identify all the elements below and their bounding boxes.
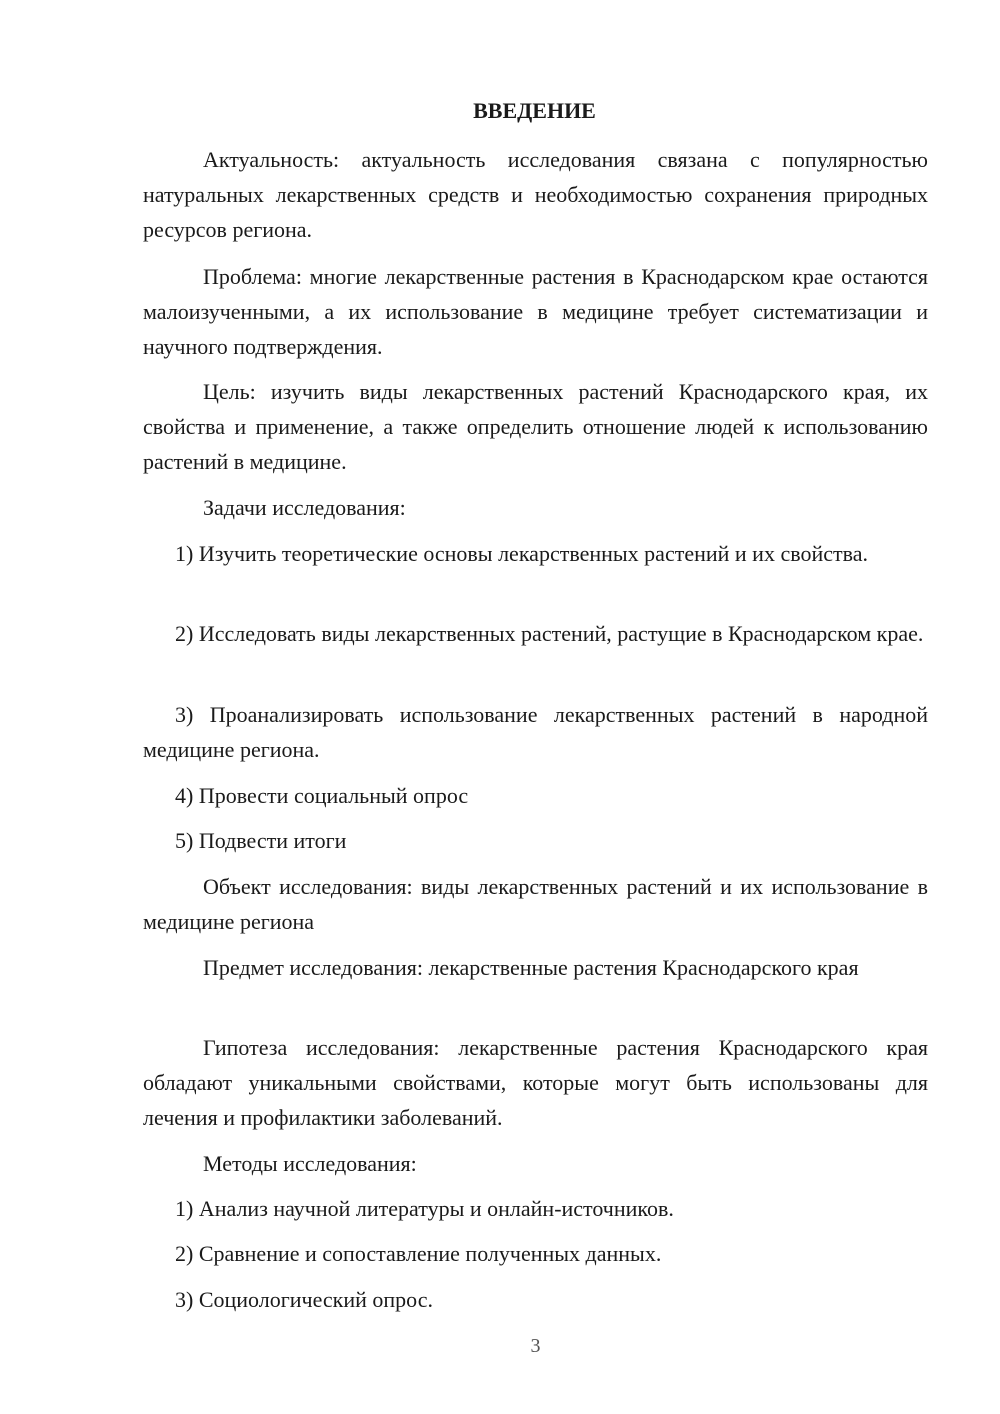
task-item-5: 5) Подвести итоги: [175, 828, 347, 853]
section-title: ВВЕДЕНИЕ: [473, 98, 596, 123]
relevance-paragraph: Актуальность: актуальность исследования связана с популярностью натуральных лекарственных средств и необходимостью сохранения природных ресурсов региона.: [143, 147, 928, 242]
page-number: 3: [530, 1335, 541, 1357]
task-item-2: 2) Исследовать виды лекарственных растений, растущие в Краснодарском крае.: [175, 621, 924, 646]
subject-paragraph: Предмет исследования: лекарственные растения Краснодарского края: [203, 955, 859, 980]
document-page: [143, 0, 928, 1414]
hypothesis-paragraph: Гипотеза исследования: лекарственные растения Краснодарского края обладают уникальными свойствами, которые могут быть использованы для лечения и профилактики заболеваний.: [143, 1035, 928, 1130]
object-paragraph: Объект исследования: виды лекарственных растений и их использование в медицине региона: [143, 874, 928, 934]
task-item-3: 3) Проанализировать использование лекарственных растений в народной медицине региона.: [143, 702, 928, 762]
methods-heading: Методы исследования:: [203, 1151, 417, 1176]
problem-paragraph: Проблема: многие лекарственные растения в Краснодарском крае остаются малоизученными, а их использование в медицине требует систематизации и научного подтверждения.: [143, 264, 928, 359]
method-item-2: 2) Сравнение и сопоставление полученных данных.: [175, 1241, 662, 1266]
task-item-1: 1) Изучить теоретические основы лекарственных растений и их свойства.: [175, 541, 868, 566]
method-item-1: 1) Анализ научной литературы и онлайн-источников.: [175, 1196, 674, 1221]
tasks-heading: Задачи исследования:: [203, 495, 406, 520]
task-item-4: 4) Провести социальный опрос: [175, 783, 469, 808]
method-item-3: 3) Социологический опрос.: [175, 1287, 433, 1312]
goal-paragraph: Цель: изучить виды лекарственных растений Краснодарского края, их свойства и применение, а также определить отношение людей к использованию растений в медицине.: [143, 379, 928, 474]
